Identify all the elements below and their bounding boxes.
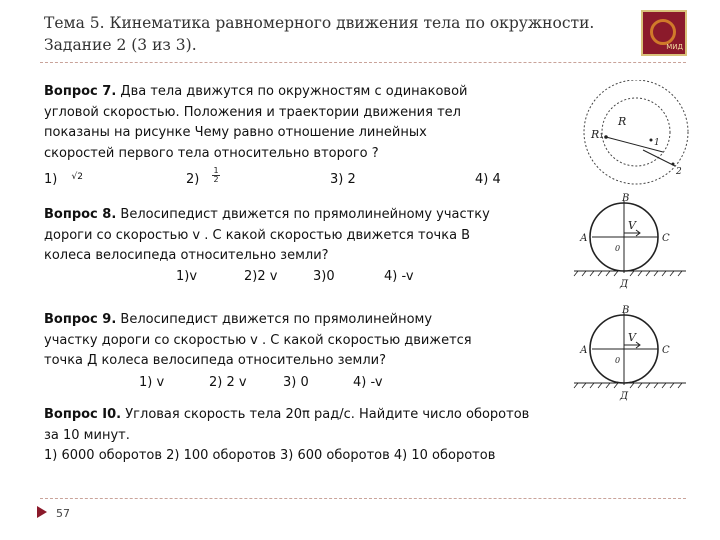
label-c: С [662, 233, 670, 244]
q8-line-2: дороги со скоростью v . С какой скоростью движется точка В [44, 227, 471, 243]
question-8 [44, 205, 549, 267]
q7-line-4: скоростей первого тела относительно второго ? [44, 145, 379, 161]
q8-line-1-text: Велосипедист движется по прямолинейному участку [116, 207, 490, 222]
q10-line-1 [44, 405, 604, 426]
q8-option-4: 4) -v [384, 269, 414, 284]
q8-figure [570, 193, 690, 293]
question-9 [44, 310, 524, 372]
point-1-dot [650, 139, 653, 142]
q9-option-1: 1) v [139, 375, 165, 390]
title-line-1: Тема 5. Кинематика равномерного движения тела по окружности. [44, 14, 595, 32]
label-d: Д [620, 279, 629, 290]
q7-option-2-number: 2) [186, 172, 200, 187]
point-2-dot [672, 163, 675, 166]
label-r1: R₁ [591, 128, 604, 141]
q8-line-3: колеса велосипеда относительно земли? [44, 248, 329, 263]
logo [641, 10, 687, 56]
label-r: R [618, 115, 627, 128]
q8-label: Вопрос 8. [44, 207, 117, 222]
q8-option-3: 3)0 [313, 269, 335, 284]
ground-hatching [574, 271, 682, 276]
label-c: С [662, 345, 670, 356]
q9-line-3: точка Д колеса велосипеда относительно земли? [44, 353, 386, 368]
q7-option-1-number: 1) [44, 172, 58, 187]
label-v: V [628, 331, 636, 344]
q7-line-2: угловой скоростью. Положения и траектории движения тел [44, 104, 461, 120]
q7-figure [573, 80, 699, 186]
label-d: Д [620, 391, 629, 402]
q9-option-3: 3) 0 [283, 375, 309, 390]
q8-option-2: 2)2 v [244, 269, 278, 284]
q7-option-2-fraction [212, 167, 220, 184]
q7-option-1-value: √2 [71, 172, 83, 182]
q9-label: Вопрос 9. [44, 312, 117, 327]
page-arrow-icon [36, 505, 48, 519]
logo-text: МИД [666, 43, 683, 51]
label-o: 0 [615, 356, 621, 365]
q10-line-2: за 10 минут. [44, 427, 130, 443]
ground-hatching [574, 383, 682, 388]
q9-line-2: участку дороги со скоростью v . С какой скоростью движется [44, 332, 472, 348]
label-o: 0 [615, 244, 621, 253]
title-line-2: Задание 2 (3 из 3). [44, 36, 197, 54]
label-point-2: 2 [676, 167, 682, 177]
q9-figure [570, 305, 690, 405]
inner-trajectory [602, 98, 670, 166]
label-a: А [580, 345, 588, 356]
logo-ring-icon [650, 19, 676, 45]
label-a: А [580, 233, 588, 244]
q7-option-4: 4) 4 [475, 172, 501, 187]
q7-option-3: 3) 2 [330, 172, 356, 187]
q7-line-3: показаны на рисунке Чему равно отношение линейных [44, 125, 427, 140]
bottom-divider [40, 498, 686, 499]
q9-option-2: 2) 2 v [209, 375, 247, 390]
q9-option-4: 4) -v [353, 375, 383, 390]
q10-label: Вопрос I0. [44, 407, 122, 422]
label-v: V [628, 219, 636, 232]
q10-line-3: 1) 6000 оборотов 2) 100 оборотов 3) 600 оборотов 4) 10 оборотов [44, 448, 496, 463]
q9-line-1 [44, 310, 524, 331]
q8-line-1 [44, 205, 549, 226]
q7-line-1 [44, 82, 547, 103]
q7-option-1 [44, 170, 83, 192]
slide-title [44, 12, 644, 56]
label-b: В [622, 305, 630, 316]
q7-fraction-denominator: 2 [213, 175, 219, 184]
q10-line-1-text: Угловая скорость тела 20π рад/с. Найдите число оборотов [121, 407, 530, 422]
q7-line-1-text: Два тела движутся по окружностям с одинаковой [116, 84, 468, 99]
top-divider [40, 62, 686, 63]
question-10 [44, 405, 604, 467]
q9-line-1-text: Велосипедист движется по прямолинейному [116, 312, 433, 327]
label-point-1: 1 [654, 138, 660, 148]
q7-label: Вопрос 7. [44, 84, 117, 99]
q8-option-1: 1)v [176, 269, 198, 284]
q7-fraction-numerator: 1 [213, 166, 219, 175]
question-7 [44, 82, 547, 164]
q7-option-2 [186, 170, 199, 191]
label-b: В [622, 193, 630, 204]
page-number: 57 [56, 507, 70, 520]
